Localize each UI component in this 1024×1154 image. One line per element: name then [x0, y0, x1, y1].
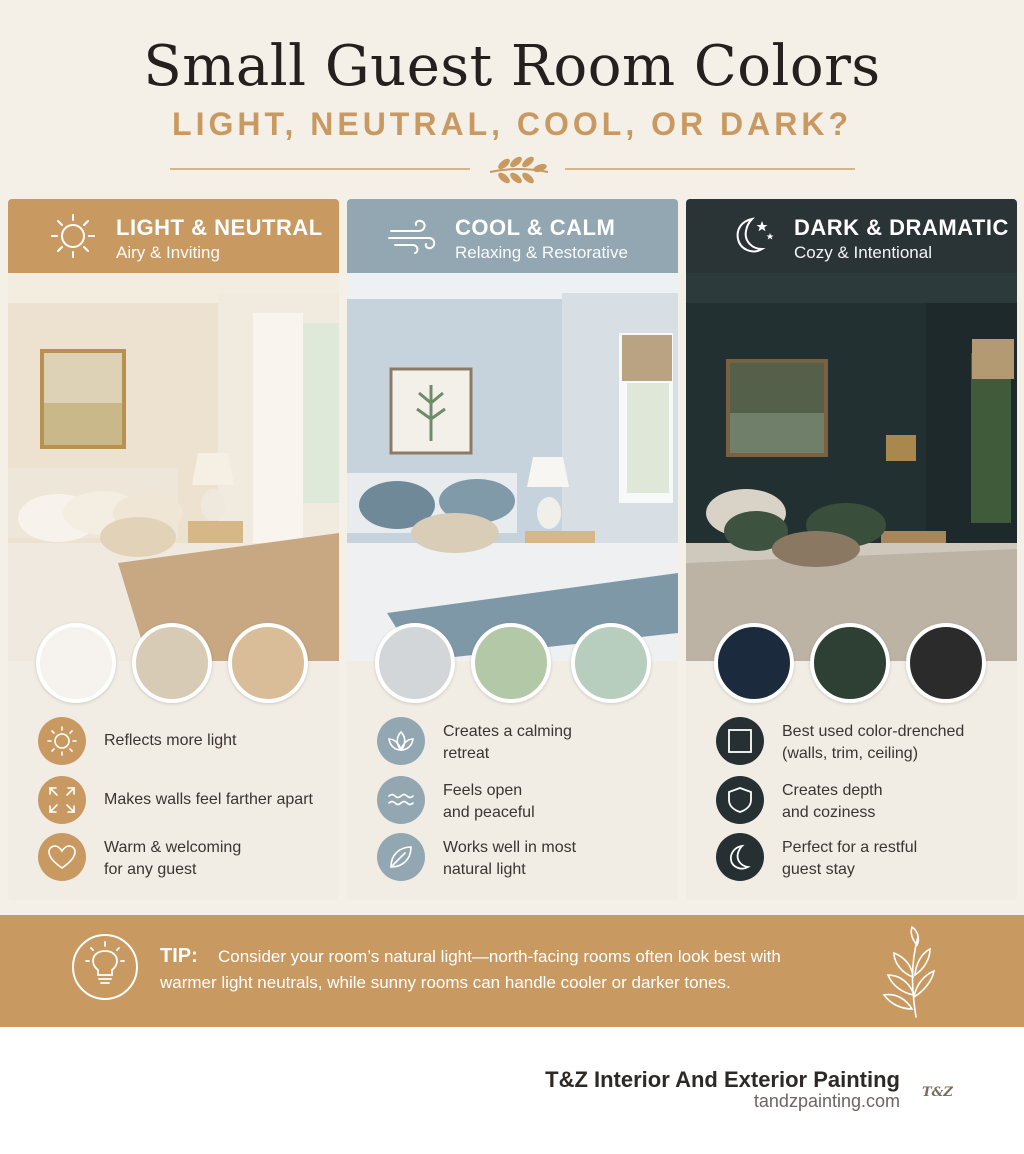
feature-line: (walls, trim, ceiling)	[782, 745, 919, 762]
feature-line: Best used color-drenched	[782, 723, 965, 740]
heart-icon	[38, 833, 86, 881]
feature-item	[377, 833, 667, 883]
feature-text	[782, 721, 1006, 765]
feature-line: guest stay	[782, 861, 855, 878]
feature-text	[443, 780, 667, 824]
swatch-2	[471, 623, 551, 703]
divider-right	[565, 168, 855, 170]
feature-text: Reflects more light	[104, 732, 237, 749]
lightbulb-icon	[72, 934, 138, 1000]
swatch-3	[571, 623, 651, 703]
tip-label: TIP:	[160, 945, 198, 967]
panel-header	[686, 199, 1017, 273]
divider-left	[170, 168, 470, 170]
swatch-2	[810, 623, 890, 703]
shield-icon	[716, 776, 764, 824]
tip-text-line: Consider your room’s natural light—north-facing rooms often look best with	[218, 947, 781, 966]
website-link[interactable]: tandzpainting.com	[753, 1091, 900, 1111]
feature-line: Creates a calming	[443, 723, 572, 740]
panel-dark-dramatic	[686, 199, 1017, 900]
bedroom-photo-light	[8, 273, 339, 661]
moon-stars-icon	[724, 211, 778, 261]
panel-title: COOL & CALM	[455, 215, 616, 240]
brand-name: T&Z Interior And Exterior Painting	[545, 1067, 900, 1092]
feature-item	[38, 776, 328, 826]
feature-line: Warm & welcoming	[104, 839, 242, 856]
swatch-1	[375, 623, 455, 703]
panel-subtitle: Cozy & Intentional	[794, 243, 932, 262]
page-subtitle: LIGHT, NEUTRAL, COOL, OR DARK?	[172, 106, 852, 142]
panel-title: DARK & DRAMATIC	[794, 215, 1009, 240]
feature-line: Works well in most	[443, 839, 577, 856]
feature-item	[38, 833, 328, 883]
panel-subtitle: Airy & Inviting	[116, 243, 220, 262]
sun-icon	[46, 211, 100, 261]
feature-line: Perfect for a restful	[782, 839, 918, 856]
sprig-icon	[484, 150, 554, 186]
panel-light-neutral	[8, 199, 339, 900]
tip-banner	[0, 915, 1024, 1027]
panel-subtitle: Relaxing & Restorative	[455, 243, 628, 262]
swatch-1	[36, 623, 116, 703]
feature-line: Creates depth	[782, 782, 883, 799]
feature-text	[443, 721, 667, 765]
feature-line: natural light	[443, 861, 526, 878]
leaf-icon	[377, 833, 425, 881]
moon-icon	[716, 833, 764, 881]
panel-cool-calm	[347, 199, 678, 900]
feature-text	[443, 837, 667, 881]
feature-text	[104, 837, 328, 881]
swatch-1	[714, 623, 794, 703]
sun-icon	[38, 717, 86, 765]
waves-icon	[377, 776, 425, 824]
feature-item	[377, 717, 667, 767]
feature-item	[716, 776, 1006, 826]
panel-header	[8, 199, 339, 273]
feature-item	[716, 717, 1006, 767]
swatch-3	[228, 623, 308, 703]
feature-line: and peaceful	[443, 804, 535, 821]
page-title: Small Guest Room Colors	[143, 34, 881, 99]
feature-item	[38, 717, 328, 767]
feature-line: for any guest	[104, 861, 197, 878]
feature-item	[716, 833, 1006, 883]
wind-icon	[385, 211, 439, 261]
header	[0, 0, 1024, 200]
footer	[0, 1027, 1024, 1154]
brand-logo: T&Z	[922, 1085, 953, 1100]
feature-line: Feels open	[443, 782, 523, 799]
feature-item	[377, 776, 667, 826]
feature-text: Makes walls feel farther apart	[104, 791, 313, 808]
feature-text	[782, 780, 1006, 824]
bedroom-photo-cool	[347, 273, 678, 661]
bedroom-photo-dark	[686, 273, 1017, 661]
leaf-branch-icon	[862, 925, 946, 1021]
panel-header	[347, 199, 678, 273]
expand-arrows-icon	[38, 776, 86, 824]
square-icon	[716, 717, 764, 765]
tip-text-line: warmer light neutrals, while sunny rooms can handle cooler or darker tones.	[160, 973, 731, 992]
feature-line: and coziness	[782, 804, 876, 821]
swatch-2	[132, 623, 212, 703]
feature-line: retreat	[443, 745, 490, 762]
lotus-icon	[377, 717, 425, 765]
feature-text	[782, 837, 1006, 881]
swatch-3	[906, 623, 986, 703]
panel-title: LIGHT & NEUTRAL	[116, 215, 323, 240]
